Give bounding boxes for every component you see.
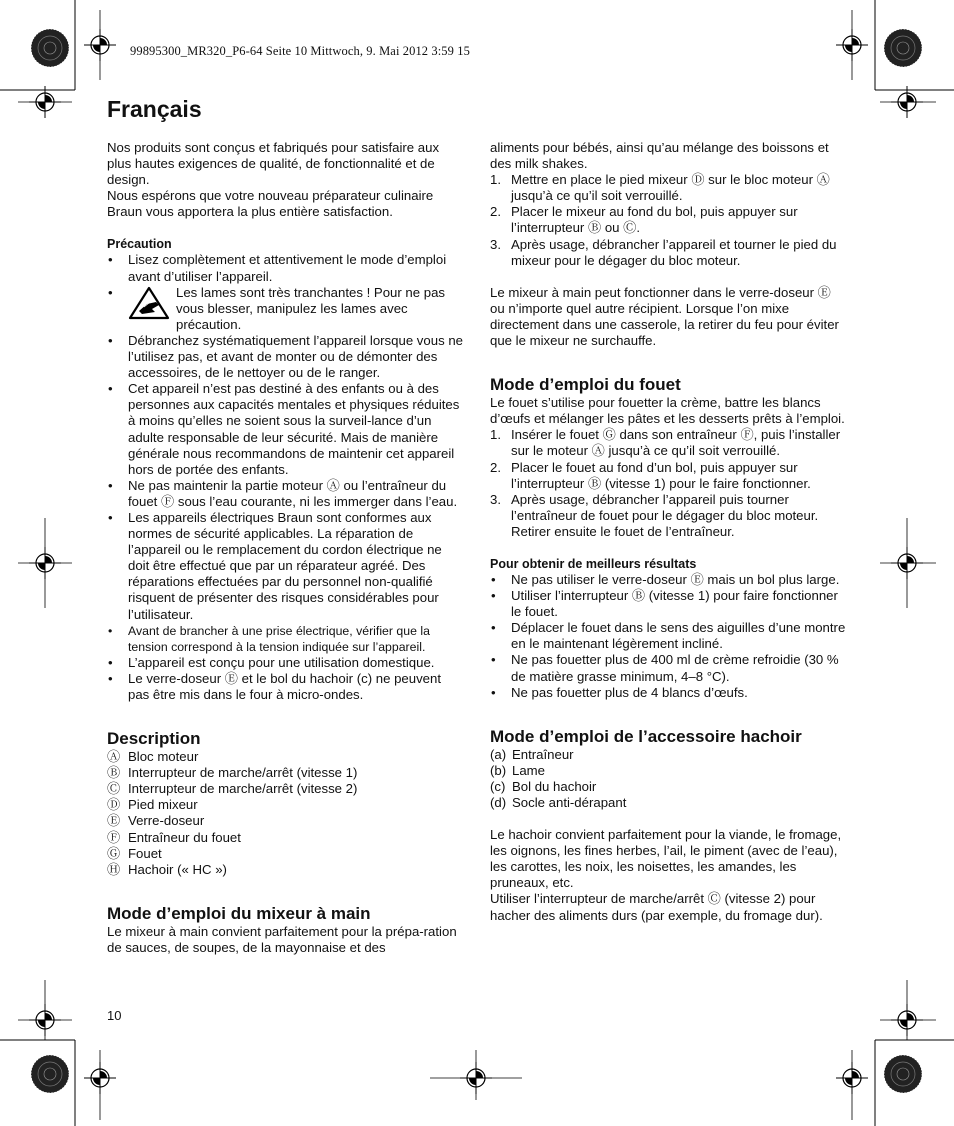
description-text: Hachoir (« HC »): [128, 861, 227, 877]
tip-item: • Déplacer le fouet dans le sens des aiguilles d’une montre en le maintenant légèrement incliné.: [490, 620, 846, 652]
description-item: [107, 830, 463, 846]
blade-warning-icon: [128, 286, 170, 320]
description-text: Interrupteur de marche/arrêt (vitesse 2): [128, 781, 358, 797]
chopper-text-1: Le hachoir convient parfaitement pour la viande, le fromage, les oignons, les fines herbes, l’ail, le piment (avec de l’eau), les carottes, les noix, les noisettes, les amandes, les pruneaux, etc.: [490, 827, 842, 891]
description-label: Ⓔ: [107, 813, 121, 829]
description-text: Bloc moteur: [128, 749, 199, 765]
description-text: Interrupteur de marche/arrêt (vitesse 1): [128, 765, 358, 781]
step-number: 1.: [490, 427, 501, 443]
print-header-line: 99895300_MR320_P6-64 Seite 10 Mittwoch, 9. Mai 2012 3:59 15: [130, 44, 470, 58]
step-number: 2.: [490, 204, 501, 220]
step-text: Placer le fouet au fond d’un bol, puis appuyer sur l’interrupteur Ⓑ (vitesse 1) pour le faire fonctionner.: [511, 459, 811, 491]
description-label: Ⓕ: [107, 829, 121, 845]
description-label: Ⓐ: [107, 749, 121, 765]
tip-item: • Ne pas utiliser le verre-doseur Ⓔ mais un bol plus large.: [490, 572, 846, 588]
description-label: Ⓓ: [107, 797, 121, 813]
part-label: (d): [490, 795, 507, 810]
description-text: Entraîneur du fouet: [128, 829, 241, 845]
mixer-heading: Mode d’emploi du mixeur à main: [107, 903, 371, 923]
step-number: 3.: [490, 236, 501, 252]
step-text: Après usage, débrancher l’appareil puis tourner l’entraîneur de fouet pour le dégager du bloc moteur. Retirer ensuite le fouet de l’entraîneur.: [511, 491, 819, 539]
chopper-part: [490, 779, 846, 795]
description-label: Ⓖ: [107, 845, 121, 861]
warning-text: Les lames sont très tranchantes ! Pour ne pas vous blesser, manipulez les lames avec précaution.: [176, 284, 446, 332]
mixer-note: Le mixeur à main peut fonctionner dans le verre-doseur Ⓔ ou n’importe quel autre récipient. Lorsque l’on mixe directement dans une casserole, la retirer du feu pour éviter que le mixeur ne surchauffe.: [490, 284, 839, 349]
precaution-item: • Les appareils électriques Braun sont conformes aux normes de sécurité applicables. La réparation de l’appareil ou le remplacement du cordon électrique ne doit être effectué que par un réparateur agréé. Des réparations effectuées par du personnel non-qualifié risquent de présenter des risques considérables pour l’utilisateur.: [107, 510, 463, 623]
bullet-icon: •: [108, 284, 113, 300]
description-item: [107, 813, 463, 829]
description-label: Ⓑ: [107, 765, 121, 781]
description-item: [107, 765, 463, 781]
precaution-item: • Cet appareil n’est pas destiné à des enfants ou à des personnes aux capacités mentales et physiques réduites à moins qu’elles ne soient sous la surveil-lance d’un adulte responsable de leur sécurité. Mais de manière générale nous recommandons de maintenir cet appareil hors de portée des enfants.: [107, 381, 463, 478]
part-label: (c): [490, 778, 506, 794]
mixer-steps: [490, 172, 846, 269]
precaution-warning: [107, 285, 463, 333]
precaution-item: • Avant de brancher à une prise électrique, vérifier que la tension correspond à la tension indiquée sur l’appareil.: [107, 623, 463, 655]
chopper-text-2: Utiliser l’interrupteur de marche/arrêt Ⓒ (vitesse 2) pour hacher des aliments durs (par exemple, du fromage dur).: [490, 891, 823, 923]
mixer-step: [490, 172, 846, 204]
step-number: 1.: [490, 172, 501, 188]
chopper-part: [490, 747, 846, 763]
step-text: Insérer le fouet Ⓖ dans son entraîneur Ⓕ, puis l’installer sur le moteur Ⓐ jusqu’à ce qu’il soit verrouillé.: [511, 427, 841, 459]
part-text: Socle anti-dérapant: [512, 795, 627, 810]
whisk-step: [490, 492, 846, 540]
description-item: [107, 846, 463, 862]
description-heading: Description: [107, 729, 201, 749]
whisk-step: [490, 427, 846, 459]
part-label: (b): [490, 762, 507, 778]
chopper-heading: Mode d’emploi de l’accessoire hachoir: [490, 726, 802, 746]
precaution-item: • Lisez complètement et attentivement le mode d’emploi avant d’utiliser l’appareil.: [107, 252, 463, 284]
precaution-item: • Ne pas maintenir la partie moteur Ⓐ ou l’entraîneur du fouet Ⓕ sous l’eau courante, ni les immerger dans l’eau.: [107, 478, 463, 510]
chopper-parts: [490, 747, 846, 811]
intro-paragraph-1: Nos produits sont conçus et fabriqués pour satisfaire aux plus hautes exigences de qualité, de fonctionnalité et de design.: [107, 140, 440, 188]
description-label: Ⓒ: [107, 781, 121, 797]
page-title: Français: [107, 96, 202, 122]
precaution-item: • L’appareil est conçu pour une utilisation domestique.: [107, 655, 463, 671]
page-number: 10: [107, 1008, 122, 1023]
step-number: 3.: [490, 491, 501, 507]
part-text: Entraîneur: [512, 746, 574, 762]
step-text: Après usage, débrancher l’appareil et tourner le pied du mixeur pour le dégager du bloc moteur.: [511, 236, 837, 268]
whisk-heading: Mode d’emploi du fouet: [490, 375, 681, 395]
mixer-intro: Le mixeur à main convient parfaitement pour la prépa-ration de sauces, de soupes, de la mayonnaise et des: [107, 923, 457, 955]
tips-list: [490, 572, 846, 701]
whisk-steps: [490, 427, 846, 540]
description-text: Verre-doseur: [128, 813, 205, 829]
precaution-item: • Le verre-doseur Ⓔ et le bol du hachoir (c) ne peuvent pas être mis dans le four à micro-ondes.: [107, 671, 463, 703]
tip-item: • Ne pas fouetter plus de 4 blancs d’œufs.: [490, 685, 846, 701]
chopper-part: [490, 795, 846, 811]
part-text: Lame: [512, 762, 545, 778]
tips-heading: Pour obtenir de meilleurs résultats: [490, 556, 697, 571]
description-text: Fouet: [128, 845, 162, 861]
precaution-item: • Débranchez systématiquement l’appareil lorsque vous ne l’utilisez pas, et avant de monter ou de démonter des accessoires, de le nettoyer ou de le ranger.: [107, 333, 463, 381]
intro-paragraph-2: Nous espérons que votre nouveau préparateur culinaire Braun vous apportera la plus entière satisfaction.: [107, 188, 434, 220]
description-item: [107, 862, 463, 878]
part-label: (a): [490, 746, 507, 762]
left-column: [107, 140, 463, 956]
tip-item: • Ne pas fouetter plus de 400 ml de crème refroidie (30 % de matière grasse minimum, 4–8 °C).: [490, 652, 846, 684]
tip-item: • Utiliser l’interrupteur Ⓑ (vitesse 1) pour faire fonctionner le fouet.: [490, 588, 846, 620]
whisk-step: [490, 460, 846, 492]
chopper-part: [490, 763, 846, 779]
mixer-step: [490, 204, 846, 236]
whisk-intro: Le fouet s’utilise pour fouetter la crème, battre les blancs d’œufs et mélanger les pâtes et les desserts prêts à l’emploi.: [490, 395, 845, 427]
description-list: [107, 749, 463, 878]
precaution-heading: Précaution: [107, 237, 172, 252]
description-item: [107, 781, 463, 797]
part-text: Bol du hachoir: [512, 778, 597, 794]
description-label: Ⓗ: [107, 861, 121, 877]
mixer-intro-continued: aliments pour bébés, ainsi qu’au mélange des boissons et des milk shakes.: [490, 140, 829, 172]
description-item: [107, 749, 463, 765]
mixer-step: [490, 237, 846, 269]
step-text: Mettre en place le pied mixeur Ⓓ sur le bloc moteur Ⓐ jusqu’à ce qu’il soit verrouillé.: [511, 172, 830, 204]
step-number: 2.: [490, 459, 501, 475]
right-column: [490, 140, 846, 924]
description-item: [107, 797, 463, 813]
precaution-list: [107, 252, 463, 703]
step-text: Placer le mixeur au fond du bol, puis appuyer sur l’interrupteur Ⓑ ou Ⓒ.: [511, 204, 798, 236]
description-text: Pied mixeur: [128, 797, 198, 813]
